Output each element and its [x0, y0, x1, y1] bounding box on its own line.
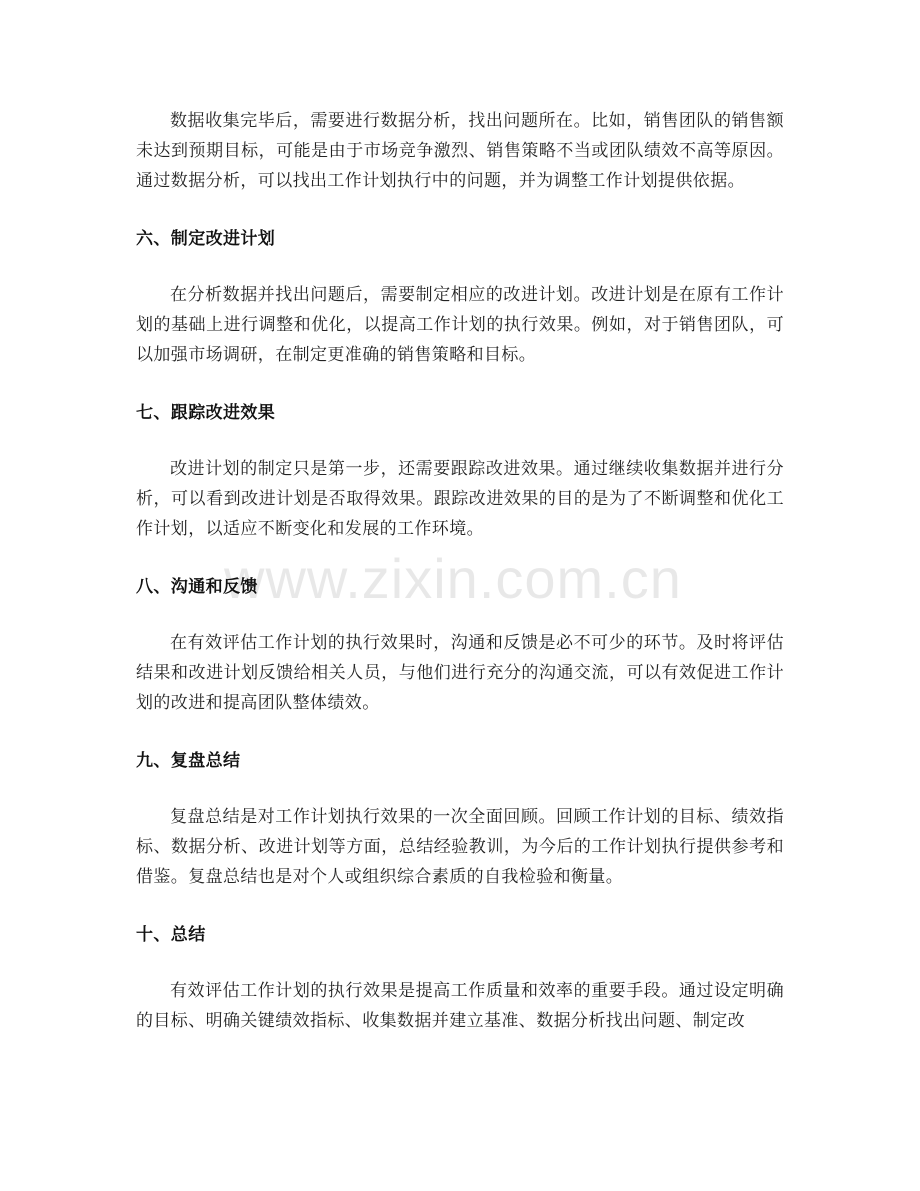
document-page — [136, 106, 784, 1036]
heading-conclusion: 十、总结 — [136, 925, 206, 945]
paragraph-communication-feedback: 在有效评估工作计划的执行效果时，沟通和反馈是必不可少的环节。及时将评估结果和改进计划反馈给相关人员，与他们进行充分的沟通交流，可以有效促进工作计划的改进和提高团队整体绩效。 — [136, 633, 784, 713]
heading-track-improvement: 七、跟踪改进效果 — [136, 403, 276, 423]
heading-improvement-plan: 六、制定改进计划 — [136, 229, 276, 249]
heading-review-summary: 九、复盘总结 — [136, 751, 241, 771]
paragraph-data-analysis: 数据收集完毕后，需要进行数据分析，找出问题所在。比如，销售团队的销售额未达到预期目标，可能是由于市场竞争激烈、销售策略不当或团队绩效不高等原因。通过数据分析，可以找出工作计划执行中的问题，并为调整工作计划提供依据。 — [136, 111, 784, 191]
paragraph-conclusion: 有效评估工作计划的执行效果是提高工作质量和效率的重要手段。通过设定明确的目标、明确关键绩效指标、收集数据并建立基准、数据分析找出问题、制定改 — [136, 981, 784, 1031]
paragraph-track-improvement: 改进计划的制定只是第一步，还需要跟踪改进效果。通过继续收集数据并进行分析，可以看到改进计划是否取得效果。跟踪改进效果的目的是为了不断调整和优化工作计划，以适应不断变化和发展的工作环境。 — [136, 459, 784, 539]
heading-communication-feedback: 八、沟通和反馈 — [136, 577, 258, 597]
paragraph-review-summary: 复盘总结是对工作计划执行效果的一次全面回顾。回顾工作计划的目标、绩效指标、数据分析、改进计划等方面，总结经验教训，为今后的工作计划执行提供参考和借鉴。复盘总结也是对个人或组织综合素质的自我检验和衡量。 — [136, 807, 784, 887]
watermark: www.zixin.com.cn — [224, 547, 682, 610]
paragraph-improvement-plan: 在分析数据并找出问题后，需要制定相应的改进计划。改进计划是在原有工作计划的基础上进行调整和优化，以提高工作计划的执行效果。例如，对于销售团队，可以加强市场调研，在制定更准确的销售策略和目标。 — [136, 285, 784, 365]
